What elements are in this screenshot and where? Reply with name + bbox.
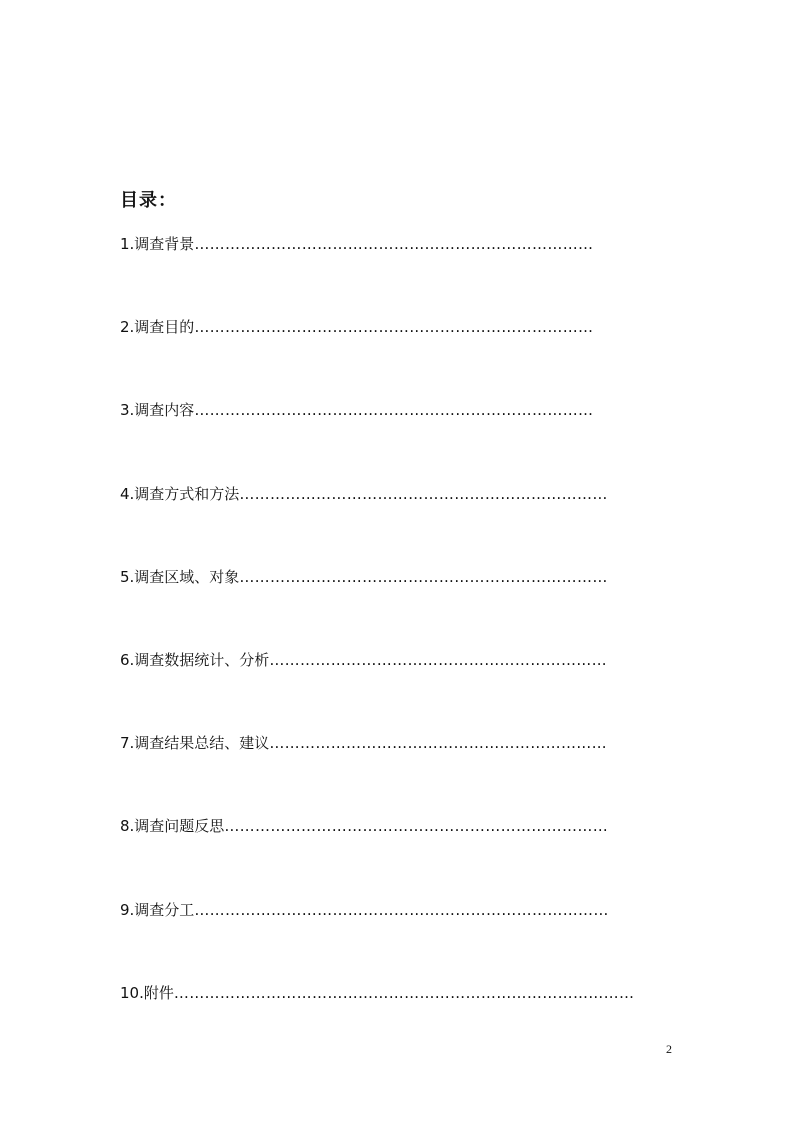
toc-list xyxy=(120,233,634,1065)
toc-entry-leader: …………………………………………………………………… xyxy=(194,318,594,337)
toc-entry-leader: ………………………………………………………… xyxy=(269,650,608,669)
toc-entry-label: 2.调查目的 xyxy=(120,318,195,337)
toc-entry-label: 3.调查内容 xyxy=(120,401,195,420)
toc-entry-label: 1.调查背景 xyxy=(120,235,195,253)
toc-entry-leader: ……………………………………………………………… xyxy=(239,567,608,586)
toc-entry-label: 6.调查数据统计、分析 xyxy=(120,650,270,669)
toc-entry-leader: ………………………………………………………………… xyxy=(224,817,609,836)
toc-entry-leader: …………………………………………………………………… xyxy=(194,235,594,253)
toc-entry-label: 10.附件 xyxy=(120,983,174,1002)
toc-entry xyxy=(120,316,634,399)
toc-entry-label: 9.调查分工 xyxy=(120,900,195,919)
toc-entry-label: 8.调查问题反思 xyxy=(120,817,225,836)
toc-entry-leader: ……………………………………………………………………… xyxy=(194,900,609,919)
toc-entry xyxy=(120,815,634,898)
page-number: 2 xyxy=(666,1042,672,1056)
toc-entry xyxy=(120,483,634,566)
toc-entry-label: 5.调查区域、对象 xyxy=(120,567,240,586)
toc-entry xyxy=(120,566,634,649)
toc-entry-leader: …………………………………………………………………… xyxy=(194,401,594,420)
toc-entry-leader: ……………………………………………………………… xyxy=(239,484,608,503)
toc-entry-leader: ………………………………………………………… xyxy=(269,734,608,753)
toc-entry xyxy=(120,649,634,732)
toc-entry xyxy=(120,982,634,1065)
toc-entry xyxy=(120,233,634,316)
toc-entry-leader: ……………………………………………………………………………… xyxy=(173,983,635,1002)
toc-entry-label: 4.调查方式和方法 xyxy=(120,484,240,503)
toc-entry xyxy=(120,399,634,482)
toc-heading: 目录： xyxy=(120,190,177,211)
toc-entry-label: 7.调查结果总结、建议 xyxy=(120,734,270,753)
toc-entry xyxy=(120,732,634,815)
toc-entry xyxy=(120,899,634,982)
